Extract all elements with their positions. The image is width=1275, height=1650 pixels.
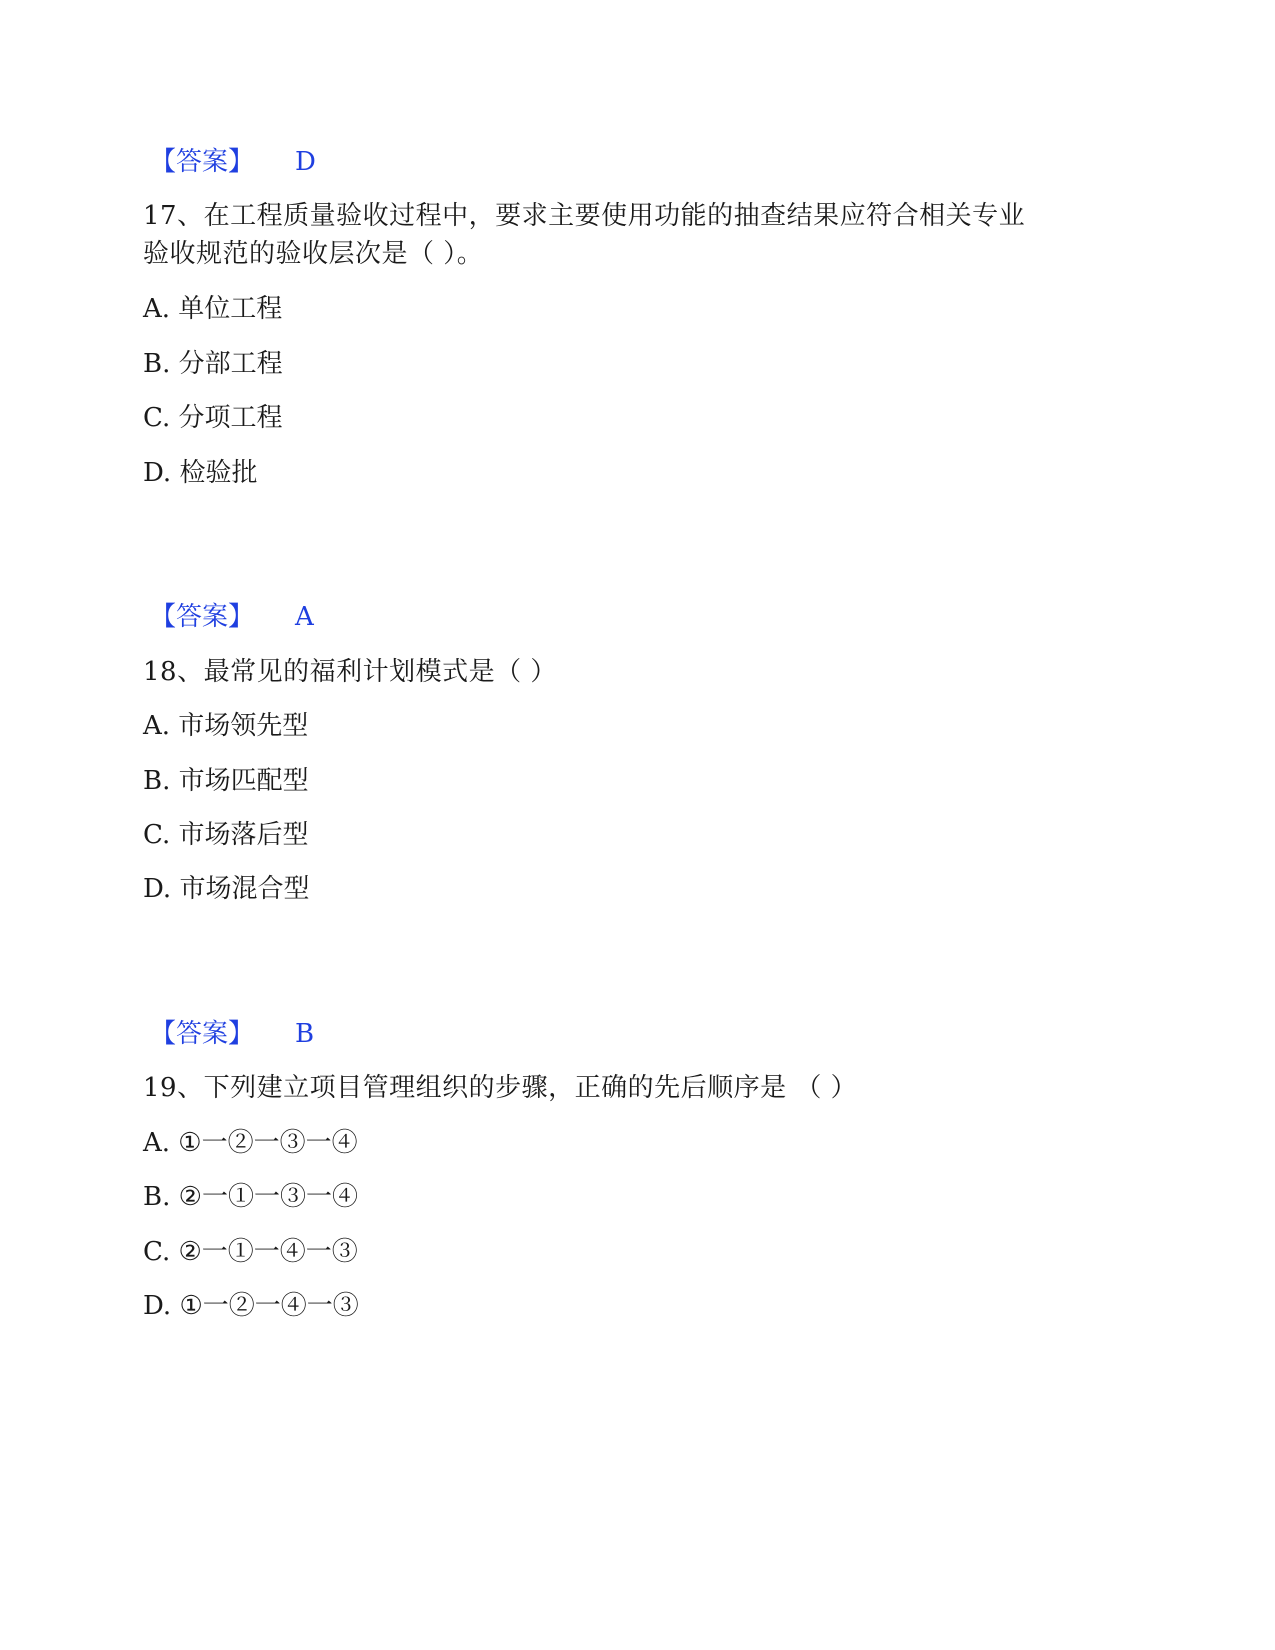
answer-label: 【答案】 [150,602,255,632]
answer-value: A [295,602,314,632]
question-17-option-a: A. 单位工程 [143,294,283,324]
question-19-option-d: D. ①一②一④一③ [143,1291,359,1321]
question-17-option-b: B. 分部工程 [143,349,283,379]
question-17-option-c: C. 分项工程 [143,403,283,433]
answer-value: D [295,147,316,177]
question-18-option-b: B. 市场匹配型 [143,766,309,796]
answer-value: B [295,1019,315,1049]
question-17-line-2: 验收规范的验收层次是（ ）。 [143,239,484,269]
answer-line-q18 [150,1014,314,1054]
question-19-option-b: B. ②一①一③一④ [143,1182,358,1212]
question-19-option-a: A. ①一②一③一④ [143,1128,358,1158]
answer-line-q16 [150,142,316,182]
answer-line-q17 [150,597,314,637]
question-17-option-d: D. 检验批 [143,458,258,488]
question-18-option-c: C. 市场落后型 [143,820,309,850]
question-17-line-1: 17、在工程质量验收过程中，要求主要使用功能的抽查结果应符合相关专业 [143,201,1026,231]
question-19-option-c: C. ②一①一④一③ [143,1237,358,1267]
answer-label: 【答案】 [150,1019,255,1049]
question-19-line-1: 19、下列建立项目管理组织的步骤，正确的先后顺序是 （ ） [143,1073,858,1103]
question-18-option-d: D. 市场混合型 [143,874,310,904]
question-18-line-1: 18、最常见的福利计划模式是（ ） [143,657,557,687]
answer-label: 【答案】 [150,147,255,177]
question-18-option-a: A. 市场领先型 [143,711,309,741]
